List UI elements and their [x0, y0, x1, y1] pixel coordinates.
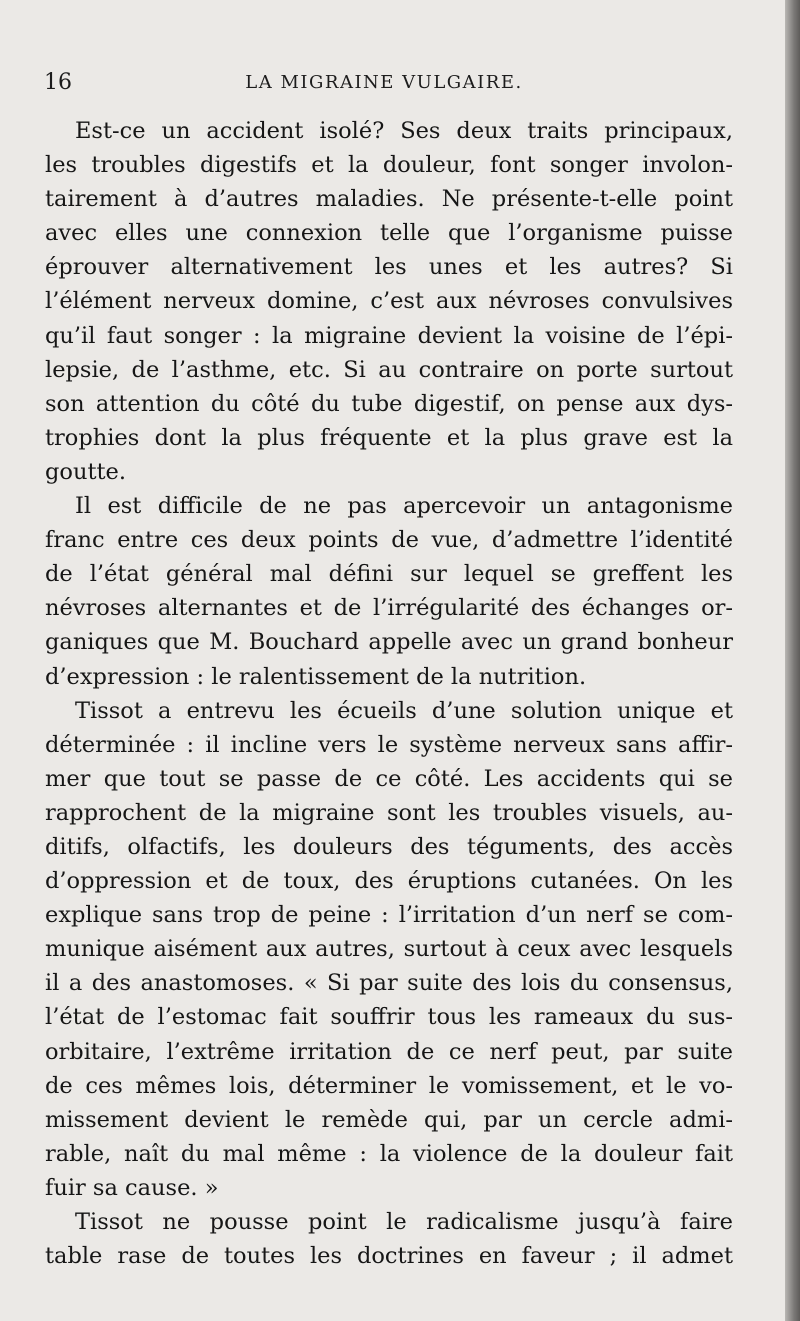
- text-line: ditifs, olfactifs, les douleurs des téguments, des accès: [45, 833, 733, 860]
- text-line: goutte.: [45, 458, 126, 485]
- text-line: trophies dont la plus fréquente et la plus grave est la: [45, 424, 733, 451]
- running-title: LA MIGRAINE VULGAIRE.: [245, 72, 523, 93]
- paragraph-4: [45, 1205, 733, 1273]
- text-line: lepsie, de l’asthme, etc. Si au contraire on porte surtout: [45, 356, 733, 383]
- text-line: orbitaire, l’extrême irritation de ce nerf peut, par suite: [45, 1038, 733, 1065]
- text-line: l’état de l’estomac fait souffrir tous les rameaux du sus-: [45, 1004, 733, 1031]
- text-line: mer que tout se passe de ce côté. Les accidents qui se: [45, 765, 733, 792]
- page-number: 16: [44, 70, 72, 95]
- text-line: qu’il faut songer : la migraine devient la voisine de l’épi-: [45, 322, 733, 349]
- paragraph-2: [45, 489, 733, 694]
- text-line: rapprochent de la migraine sont les troubles visuels, au-: [45, 799, 733, 826]
- text-line: missement devient le remède qui, par un cercle admi-: [45, 1106, 733, 1133]
- text-line: Tissot a entrevu les écueils d’une solution unique et: [75, 697, 733, 724]
- text-line: tairement à d’autres maladies. Ne présente-t-elle point: [45, 186, 733, 213]
- text-line: avec elles une connexion telle que l’organisme puisse: [45, 220, 733, 247]
- text-line: déterminée : il incline vers le système nerveux sans affir-: [45, 731, 733, 758]
- text-line: l’élément nerveux domine, c’est aux névroses convulsives: [45, 288, 733, 315]
- text-line: munique aisément aux autres, surtout à ceux avec lesquels: [45, 936, 733, 963]
- page-edge-shadow: [785, 0, 800, 1321]
- text-line: fuir sa cause. »: [45, 1174, 219, 1201]
- text-line: de l’état général mal défini sur lequel se greffent les: [45, 561, 733, 588]
- text-line: ganiques que M. Bouchard appelle avec un grand bonheur: [45, 629, 733, 656]
- text-line: les troubles digestifs et la douleur, font songer involon-: [45, 152, 733, 179]
- text-line: d’expression : le ralentissement de la nutrition.: [45, 663, 587, 690]
- text-line: de ces mêmes lois, déterminer le vomissement, et le vo-: [45, 1072, 733, 1099]
- text-line: Il est difficile de ne pas apercevoir un antagonisme: [75, 493, 733, 520]
- text-line: d’oppression et de toux, des éruptions cutanées. On les: [45, 868, 733, 895]
- text-line: son attention du côté du tube digestif, on pense aux dys-: [45, 390, 733, 417]
- text-line: éprouver alternativement les unes et les autres? Si: [45, 254, 733, 281]
- text-line: Est-ce un accident isolé? Ses deux traits principaux,: [75, 118, 733, 144]
- paragraph-1: [45, 114, 733, 489]
- text-line: franc entre ces deux points de vue, d’admettre l’identité: [45, 527, 733, 554]
- text-line: rable, naît du mal même : la violence de la douleur fait: [45, 1140, 733, 1167]
- text-line: explique sans trop de peine : l’irritation d’un nerf se com-: [45, 902, 733, 929]
- text-line: Tissot ne pousse point le radicalisme jusqu’à faire: [75, 1209, 733, 1235]
- body-text: [45, 114, 733, 1273]
- paragraph-3: [45, 694, 733, 1205]
- text-line: table rase de toutes les doctrines en faveur ; il admet: [45, 1243, 733, 1270]
- page-header: [44, 70, 724, 104]
- text-line: il a des anastomoses. « Si par suite des lois du consensus,: [45, 970, 733, 997]
- text-line: névroses alternantes et de l’irrégularité des échanges or-: [45, 595, 733, 622]
